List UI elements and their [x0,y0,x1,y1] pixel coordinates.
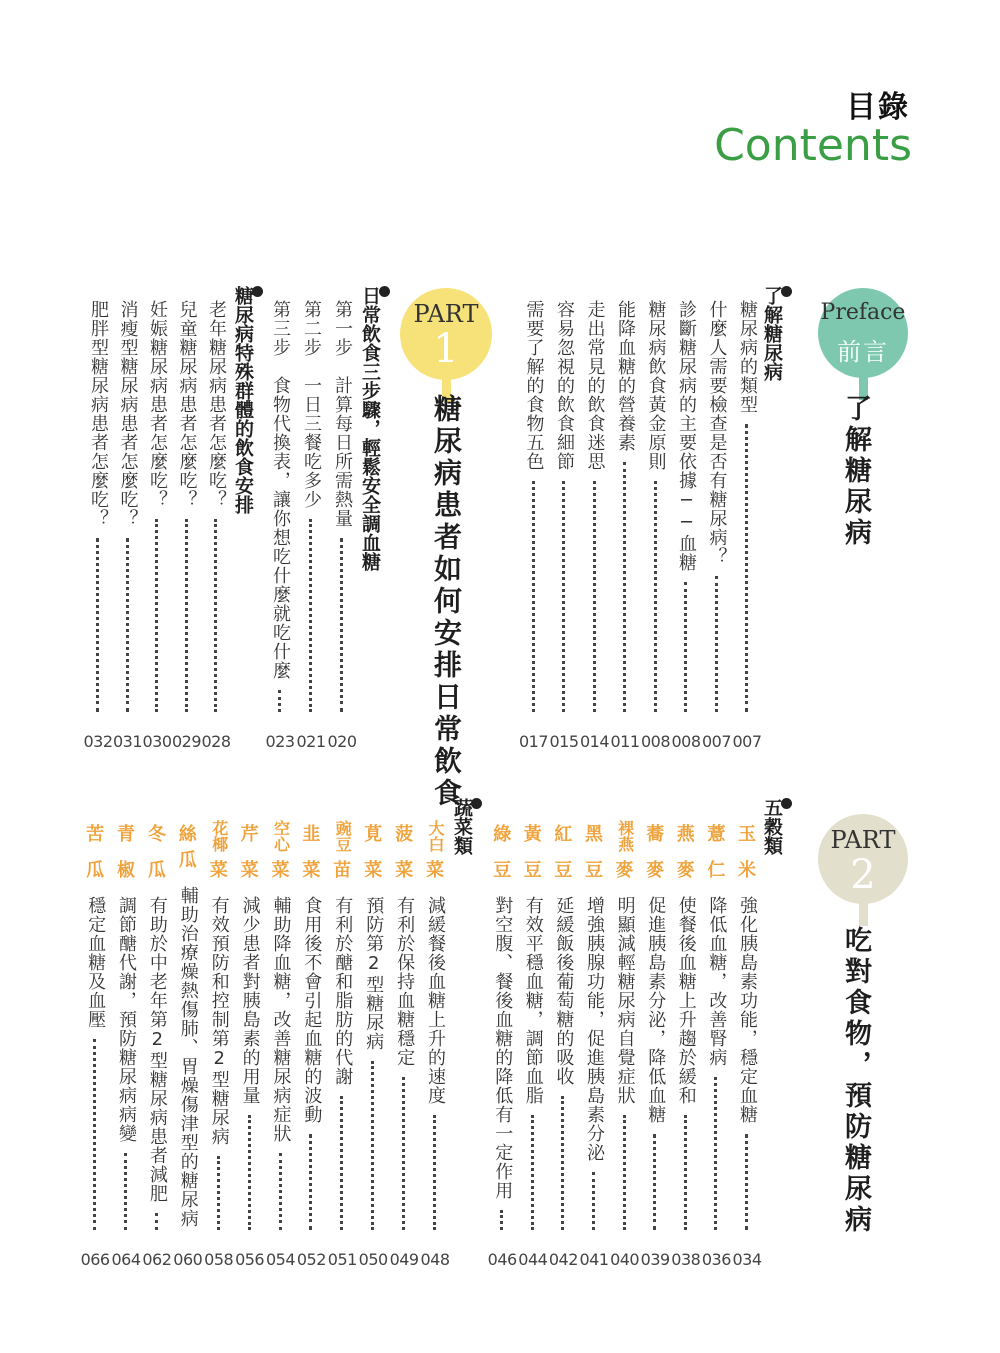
page-number: 040 [610,1250,640,1269]
dot-leader [340,1096,344,1230]
dot-leader [217,1156,221,1230]
page-number: 058 [204,1250,234,1269]
toc-entry-title: 老年糖尿病患者怎麼吃？ [206,300,227,509]
toc-entry-title: 診斷糖尿病的主要依據──血糖 [676,300,697,572]
dot-leader [593,481,597,712]
food-description: 減少患者對胰島素的用量 [239,896,261,1105]
food-description: 降低血糖，改善腎病 [706,896,728,1067]
dot-leader [402,1077,406,1230]
part1-section-title: 糖尿病患者如何安排日常飲食 [430,394,463,810]
food-name: 冬 瓜 [147,824,166,881]
food-description: 輔助降血糖，改善糖尿病症狀 [270,896,292,1143]
page-number: 007 [732,732,762,751]
page-number: 007 [701,732,732,751]
dot-leader [371,1061,375,1230]
toc-entry-title: 妊娠糖尿病患者怎麼吃？ [147,300,168,509]
toc-entry[interactable] [114,300,142,718]
page-number: 023 [265,732,295,751]
preface-badge-word: Preface [820,300,906,325]
page-title-english: Contents [714,120,912,171]
food-entry[interactable] [112,820,140,1236]
part2-badge-number: 2 [850,852,876,898]
page-number: 064 [111,1250,141,1269]
page-number: 008 [640,732,671,751]
part2-section-title: 吃對食物，預防糖尿病 [840,926,871,1236]
dot-leader [561,1096,565,1230]
food-name: 青 椒 [117,824,135,881]
food-name: 苦 瓜 [86,824,105,881]
toc-entry-title: 肥胖型糖尿病患者怎麼吃？ [88,300,109,528]
page-number: 031 [112,732,143,751]
page-title-chinese: 目錄 [846,90,910,125]
page-number: 048 [420,1250,450,1269]
toc-entry-title: 什麼人需要檢查是否有糖尿病？ [706,300,728,566]
dot-leader [745,424,749,712]
food-name: 薏 仁 [707,824,726,881]
food-entry[interactable] [205,820,233,1236]
dot-leader [124,1153,128,1230]
toc-entry[interactable] [611,300,639,718]
food-name: 綠 豆 [493,824,512,881]
food-entry[interactable] [267,820,295,1236]
dot-leader [155,1213,159,1230]
page-number: 050 [358,1250,388,1269]
dot-leader [684,1115,688,1230]
food-entry[interactable] [702,820,730,1236]
toc-entry[interactable] [642,300,670,718]
page-number: 060 [173,1250,203,1269]
toc-entry[interactable] [84,300,112,718]
page-number: 030 [142,732,172,751]
toc-entry[interactable] [202,300,230,718]
dot-leader [684,582,688,712]
toc-entry[interactable] [143,300,171,718]
food-entry[interactable] [174,820,202,1236]
food-entry[interactable] [549,820,577,1236]
preface-section-title: 了解糖尿病 [840,394,871,549]
food-entry[interactable] [81,820,109,1236]
part1-badge [400,288,492,380]
food-entry[interactable] [297,820,325,1236]
food-description: 減緩餐後血糖上升的速度 [425,896,446,1105]
page-number: 015 [549,732,579,751]
food-name: 蕎 麥 [646,824,665,881]
food-name: 豌豆 苗 [333,820,353,881]
part1-badge-word: PART [413,300,479,328]
page-number: 020 [327,732,357,751]
food-name: 芹 菜 [240,824,259,881]
dot-leader [623,462,627,712]
dot-leader [562,481,566,712]
page-number: 054 [265,1250,296,1269]
toc-entry-title: 走出常見的飲食迷思 [584,300,606,471]
group-header-daily-diet-steps: 日常飲食三步驟，輕鬆安全調血糖 [360,286,390,571]
food-name: 燕 麥 [676,824,695,881]
food-description: 食用後不會引起血糖的波動 [301,896,323,1124]
food-name: 絲 瓜 [178,824,197,871]
food-entry[interactable] [143,820,171,1236]
part2-badge-tail [859,900,868,926]
toc-entry-title: 能降血糖的營養素 [615,300,636,452]
part1-badge-number: 1 [433,326,459,372]
food-entry[interactable] [611,820,639,1236]
food-entry[interactable] [390,820,418,1236]
food-entry[interactable] [519,820,547,1236]
food-name: 莧 菜 [364,824,383,881]
dot-leader [93,1039,97,1230]
dot-leader [500,1210,504,1230]
toc-entry[interactable] [520,300,548,718]
toc-entry-title: 第二步 一日三餐吃多少 [301,300,322,509]
toc-entry[interactable] [328,300,356,718]
page-number: 046 [487,1250,517,1269]
dot-leader [214,519,218,712]
food-description: 延緩飯後葡萄糖的吸收 [553,896,575,1086]
food-name: 裸燕 麥 [615,820,635,881]
page-number: 029 [171,732,202,751]
dot-leader [532,481,536,712]
dot-leader [623,1115,627,1230]
part2-badge-word: PART [830,826,896,854]
food-name: 花椰 菜 [209,820,229,881]
dot-leader [309,519,313,712]
page-number: 049 [389,1250,419,1269]
preface-badge-chinese: 前言 [837,338,889,366]
group-header-understand-diabetes: 了解糖尿病 [762,286,792,381]
food-name: 玉 米 [738,824,756,881]
food-name: 大白 菜 [426,820,445,881]
dot-leader [248,1115,252,1230]
dot-leader [714,1077,718,1230]
dot-leader [309,1134,313,1230]
toc-entry[interactable] [550,300,578,718]
group-header-grains: 五穀類 [762,798,792,855]
food-entry[interactable] [328,820,356,1236]
page-number: 038 [671,1250,701,1269]
page-number: 008 [671,732,701,751]
toc-entry[interactable] [266,300,294,718]
toc-entry-title: 兒童糖尿病患者怎麼吃？ [176,300,198,509]
toc-entry-title: 糖尿病的類型 [737,300,758,414]
toc-entry-title: 消瘦型糖尿病患者怎麼吃？ [117,300,139,528]
dot-leader [279,1153,283,1230]
toc-entry-title: 糖尿病飲食黃金原則 [645,300,667,471]
food-name: 菠 菜 [395,824,414,881]
toc-entry[interactable] [297,300,325,718]
dot-leader [155,519,159,712]
food-entry[interactable] [421,820,449,1236]
toc-entry-title: 需要了解的食物五色 [523,300,545,471]
food-description: 增強胰腺功能，促進胰島素分泌 [584,896,605,1162]
dot-leader [340,538,344,712]
food-description: 調節醣代謝，預防糖尿病病變 [116,896,137,1143]
page-number: 051 [327,1250,357,1269]
dot-leader [433,1115,437,1230]
page-number: 021 [296,732,326,751]
group-header-vegetables: 蔬菜類 [452,798,482,855]
food-name: 黑 豆 [585,824,603,881]
food-description: 強化胰島素功能，穩定血糖 [737,896,758,1124]
page-number: 066 [80,1250,110,1269]
page-number: 042 [548,1250,578,1269]
dot-leader [654,481,658,712]
toc-entry[interactable] [173,300,201,718]
page-number: 011 [610,732,640,751]
toc-entry[interactable] [733,300,761,718]
page-number: 062 [142,1250,172,1269]
food-name: 韭 菜 [302,824,321,881]
part2-badge [818,814,908,904]
page-number: 034 [732,1250,762,1269]
food-entry[interactable] [641,820,669,1236]
food-description: 明顯減輕糖尿病自覺症狀 [614,896,636,1105]
dot-leader [278,690,282,712]
dot-leader [592,1172,596,1230]
dot-leader [715,576,719,712]
dot-leader [185,519,189,712]
toc-entry-title: 第一步 計算每日所需熱量 [332,300,353,528]
page-number: 039 [640,1250,670,1269]
food-description: 促進胰島素分泌，降低血糖 [645,896,667,1124]
page-number: 052 [296,1250,326,1269]
food-description: 有效平穩血糖，調節血脂 [522,896,544,1105]
toc-entry-title: 第三步 食物代換表，讓你想吃什麼就吃什麼 [270,300,291,680]
food-description: 穩定血糖及血壓 [85,896,107,1029]
food-description: 有助於中老年第2型糖尿病患者減肥 [146,896,168,1203]
food-name: 空心 菜 [271,820,291,881]
dot-leader [531,1115,535,1230]
dot-leader [653,1134,657,1230]
dot-leader [96,538,100,712]
toc-entry[interactable] [581,300,609,718]
group-header-special-groups: 糖尿病特殊群體的飲食安排 [233,286,263,514]
page-number: 044 [518,1250,548,1269]
food-description: 有效預防和控制第2型糖尿病 [208,896,230,1146]
toc-entry-title: 容易忽視的飲食細節 [554,300,575,471]
food-name: 黃 豆 [523,824,542,881]
toc-entry[interactable] [703,300,731,718]
food-entry[interactable] [488,820,516,1236]
food-entry[interactable] [672,820,700,1236]
page-number: 014 [579,732,610,751]
food-description: 預防第2型糖尿病 [363,896,385,1051]
toc-entry[interactable] [672,300,700,718]
food-description: 有利於醣和脂肪的代謝 [332,896,354,1086]
food-description: 使餐後血糖上升趨於緩和 [675,896,697,1105]
dot-leader [126,538,130,712]
food-description: 對空腹、餐後血糖的降低有一定作用 [492,896,514,1200]
food-description: 有利於保持血糖穩定 [394,896,416,1067]
food-name: 紅 豆 [554,824,573,881]
food-description: 輔助治療燥熱傷肺、胃燥傷津型的糖尿病 [177,886,199,1228]
food-entry[interactable] [236,820,264,1236]
food-entry[interactable] [580,820,608,1236]
page-number: 036 [701,1250,731,1269]
page-number: 032 [83,732,113,751]
food-entry[interactable] [733,820,761,1236]
page-number: 056 [235,1250,265,1269]
page-number: 017 [518,732,549,751]
page-number: 041 [579,1250,609,1269]
page-number: 028 [201,732,231,751]
dot-leader [745,1134,749,1230]
preface-badge [818,288,908,378]
food-entry[interactable] [359,820,387,1236]
